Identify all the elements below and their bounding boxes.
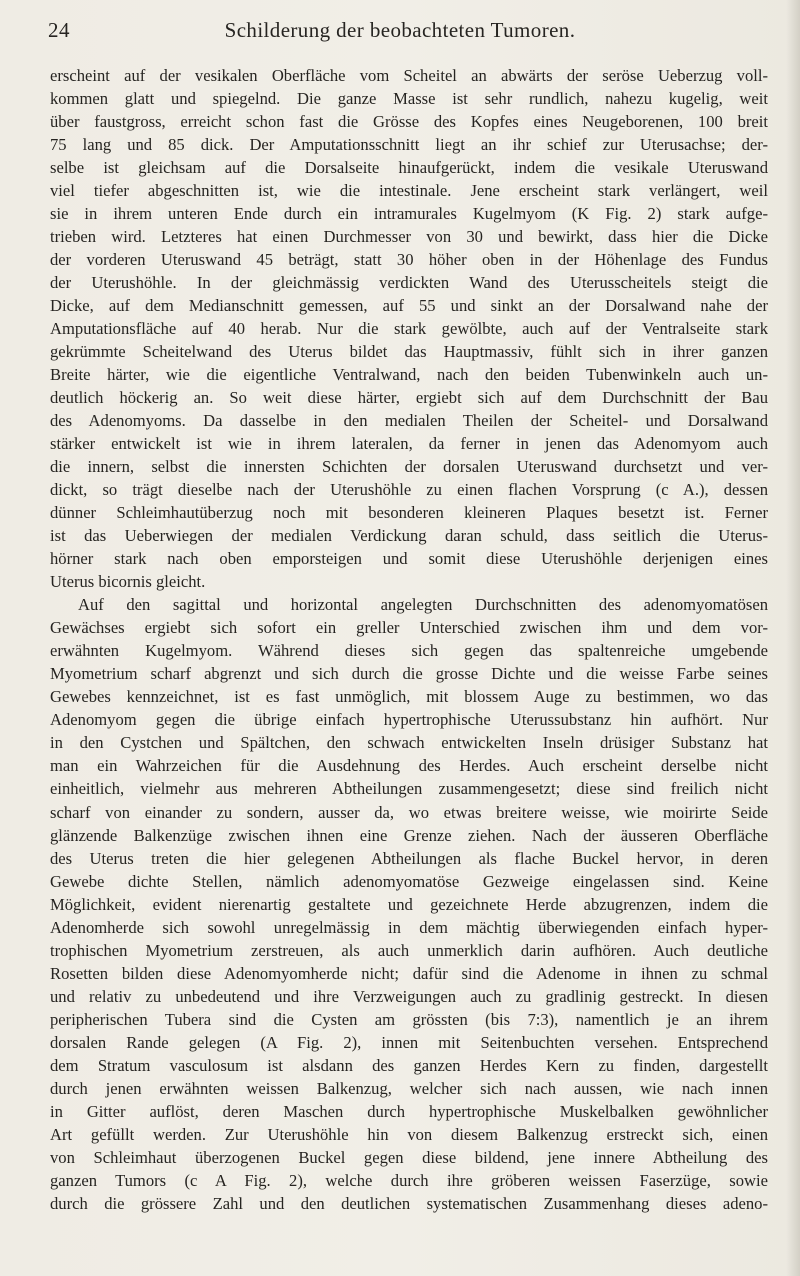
text-line: Amputationsfläche auf 40 herab. Nur die stark gewölbte, auch auf der Ventralseite stark — [50, 319, 768, 339]
text-line: Myometrium scharf abgrenzt und sich durch die grosse Dichte und die weisse Farbe seines — [50, 664, 768, 684]
text-line: einheitlich, vielmehr aus mehreren Abtheilungen zusammengesetzt; diese sind freilich nicht — [50, 779, 768, 799]
text-line: in Gitter auflöst, deren Maschen durch hypertrophische Muskelbalken gewöhnlicher — [50, 1101, 768, 1121]
text-line: scharf von einander zu sondern, ausser da, wo etwas breitere weisse, wie moirirte Seide — [50, 802, 768, 822]
text-line: über faustgross, erreicht schon fast die Grösse des Kopfes eines Neugeborenen, 100 breit — [50, 112, 768, 132]
text-line: Gewebes kennzeichnet, ist es fast unmöglich, mit blossem Auge zu bestimmen, wo das — [50, 687, 768, 707]
running-head: Schilderung der beobachteten Tumoren. — [224, 18, 576, 42]
text-line: Gewächses ergiebt sich sofort ein greller Unterschied zwischen ihm und dem vor- — [50, 618, 768, 638]
text-line: des Uterus treten die hier gelegenen Abtheilungen als flache Buckel hervor, in deren — [50, 848, 768, 868]
text-line: der Uterushöhle. In der gleichmässig verdickten Wand des Uterusscheitels steigt die — [50, 273, 768, 293]
text-line: peripherischen Tubera sind die Cysten am grössten (bis 7:3), namentlich je an ihrem — [50, 1009, 768, 1029]
page-number: 24 — [48, 18, 70, 42]
text-line: durch jenen erwähnten weissen Balkenzug, welcher sich nach aussen, wie nach innen — [50, 1078, 768, 1098]
text-line: gekrümmte Scheitelwand des Uterus bildet das Hauptmassiv, fühlt sich in ihrer ganzen — [50, 342, 768, 362]
text-line: in den Cystchen und Spältchen, den schwach entwickelten Inseln drüsiger Substanz hat — [50, 733, 768, 753]
text-line: Rosetten bilden diese Adenomyomherde nicht; dafür sind die Adenome in ihnen zu schmal — [50, 963, 768, 983]
text-line: Dicke, auf dem Medianschnitt gemessen, auf 55 und sinkt an der Dorsalwand nahe der — [50, 296, 768, 316]
text-line: Möglichkeit, evident nierenartig gestaltete und gezeichnete Herde abzugrenzen, indem die — [50, 894, 768, 914]
body-text — [50, 64, 768, 1215]
text-line: man ein Wahrzeichen für die Ausdehnung des Herdes. Auch erscheint derselbe nicht — [50, 756, 768, 776]
text-line: stärker entwickelt ist wie in ihrem lateralen, da ferner in jenen das Adenomyom auch — [50, 434, 768, 454]
page-edge-shadow — [786, 0, 800, 1276]
text-line: erscheint auf der vesikalen Oberfläche vom Scheitel an abwärts der seröse Ueberzug voll- — [50, 66, 768, 85]
text-line: Art gefüllt werden. Zur Uterushöhle hin von diesem Balkenzug erstreckt sich, einen — [50, 1124, 768, 1144]
text-line: dem Stratum vasculosum ist alsdann des ganzen Herdes Kern zu finden, dargestellt — [50, 1055, 768, 1075]
text-line: der vorderen Uteruswand 45 beträgt, statt 30 höher oben in der Höhenlage des Fundus — [50, 250, 768, 270]
text-line: ist das Ueberwiegen der medialen Verdickung daran schuld, dass seitlich die Uterus- — [50, 526, 768, 546]
text-line: von Schleimhaut überzogenen Buckel gegen diese bildend, jene innere Abtheilung des — [50, 1147, 768, 1167]
text-line: Adenomherde sich sowohl unregelmässig in dem mächtig überwiegenden einfach hyper- — [50, 917, 768, 937]
text-line: des Adenomyoms. Da dasselbe in den medialen Theilen der Scheitel- und Dorsalwand — [50, 411, 768, 431]
text-line: durch die grössere Zahl und den deutlichen systematischen Zusammenhang dieses adeno- — [50, 1193, 768, 1213]
text-line: hörner stark nach oben emporsteigen und somit diese Uterushöhle derjenigen eines — [50, 549, 768, 569]
text-line: sie in ihrem unteren Ende durch ein intramurales Kugelmyom (K Fig. 2) stark aufge- — [50, 204, 768, 224]
text-line: dickt, so trägt dieselbe nach der Uterushöhle zu einen flachen Vorsprung (c A.), dessen — [50, 480, 768, 500]
text-line: ganzen Tumors (c A Fig. 2), welche durch ihre gröberen weissen Faserzüge, sowie — [50, 1170, 768, 1190]
text-line: dorsalen Rande gelegen (A Fig. 2), innen mit Seitenbuchten versehen. Entsprechend — [50, 1032, 768, 1052]
paragraph-end-line: Uterus bicornis gleicht. — [50, 572, 206, 592]
text-line: trieben wird. Letzteres hat einen Durchmesser von 30 und bewirkt, dass hier die Dicke — [50, 227, 768, 247]
text-line: Gewebe dichte Stellen, nämlich adenomyomatöse Gezweige eingelassen sind. Keine — [50, 871, 768, 891]
text-line: deutlich höckerig an. So weit diese härter, ergiebt sich auf dem Durchschnitt der Bau — [50, 388, 768, 408]
text-line: viel tiefer abgeschnitten ist, wie die intestinale. Jene erscheint stark verlängert, weil — [50, 181, 768, 201]
text-line: dünner Schleimhautüberzug noch mit besonderen kleineren Plaques besetzt ist. Ferner — [50, 503, 768, 523]
text-line: und relativ zu unbedeutend und ihre Verzweigungen auch zu gradlinig gestreckt. In diesen — [50, 986, 768, 1006]
text-line: Adenomyom gegen die übrige einfach hypertrophische Uterussubstanz hin aufhört. Nur — [50, 710, 768, 730]
text-line: trophischen Myometrium zerstreuen, als auch unmerklich darin aufhören. Auch deutliche — [50, 940, 768, 960]
text-line: glänzende Balkenzüge zwischen ihnen eine Grenze ziehen. Nach der äusseren Oberfläche — [50, 825, 768, 845]
text-line: 75 lang und 85 dick. Der Amputationsschnitt liegt an ihr schief zur Uterusachse; der- — [50, 135, 768, 155]
text-line: kommen glatt und spiegelnd. Die ganze Masse ist sehr rundlich, nahezu kugelig, weit — [50, 89, 768, 109]
text-line: erwähnten Kugelmyom. Während dieses sich gegen das spaltenreiche umgebende — [50, 641, 768, 661]
text-line: die innern, selbst die innersten Schichten der dorsalen Uteruswand durchsetzt und ver- — [50, 457, 768, 477]
text-line: Breite härter, wie die eigentliche Ventralwand, nach den beiden Tubenwinkeln auch un- — [50, 365, 768, 385]
paragraph-first-line: Auf den sagittal und horizontal angelegten Durchschnitten des adenomyomatösen — [78, 595, 768, 615]
text-line: selbe ist gleichsam auf die Dorsalseite hinaufgerückt, indem die vesikale Uteruswand — [50, 158, 768, 178]
